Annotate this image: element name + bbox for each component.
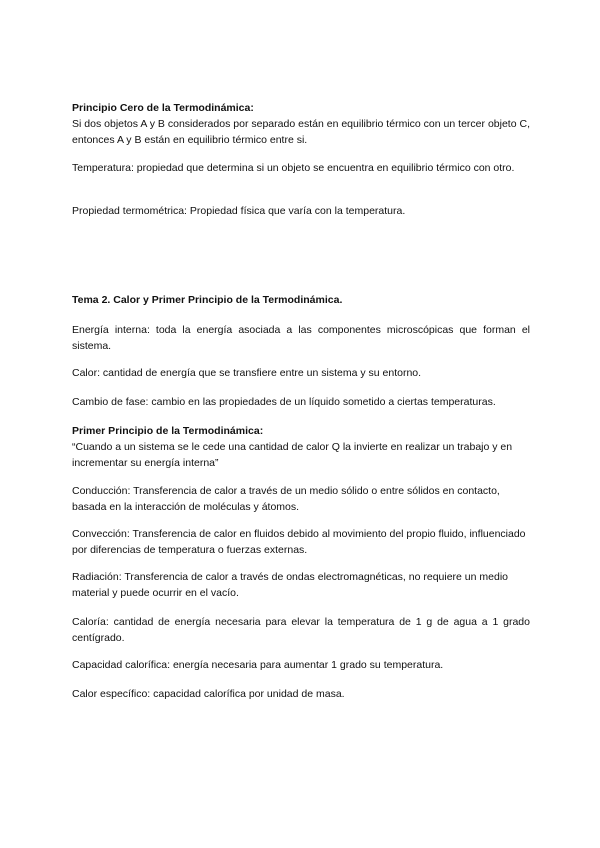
- section-principio-cero: [72, 100, 530, 148]
- section-title-tema-2: Tema 2. Calor y Primer Principio de la Termodinámica.: [72, 294, 343, 306]
- paragraph-calor-especifico: Calor específico: capacidad calorífica por unidad de masa.: [72, 688, 345, 700]
- paragraph-radiacion: Radiación: Transferencia de calor a través de ondas electromagnéticas, no requiere un medio material y puede ocurrir en el vacío.: [72, 571, 509, 599]
- section-title-primer-principio: Primer Principio de la Termodinámica:: [72, 425, 264, 437]
- paragraph-conveccion: Convección: Transferencia de calor en fluidos debido al movimiento del propio fluido, influenciado por diferencias de temperatura o fuerzas externas.: [72, 528, 526, 556]
- paragraph-temperatura: Temperatura: propiedad que determina si un objeto se encuentra en equilibrio térmico con otro.: [72, 162, 515, 174]
- section-title-principio-cero: Principio Cero de la Termodinámica:: [72, 102, 254, 114]
- paragraph-capacidad-calorifica: Capacidad calorífica: energía necesaria para aumentar 1 grado su temperatura.: [72, 659, 444, 671]
- quote-primer-principio: “Cuando a un sistema se le cede una cantidad de calor Q la invierte en realizar un trabajo y en incrementar su energía interna”: [72, 441, 513, 469]
- paragraph-propiedad-termometrica: Propiedad termométrica: Propiedad física que varía con la temperatura.: [72, 205, 406, 217]
- paragraph-energia-interna: Energía interna: toda la energía asociada a las componentes microscópicas que forman el sistema.: [72, 324, 530, 352]
- section-primer-principio: [72, 423, 530, 471]
- paragraph-conduccion: Conducción: Transferencia de calor a través de un medio sólido o entre sólidos en contacto, basada en la interacción de moléculas y átomos.: [72, 485, 500, 513]
- paragraph-caloria: Caloría: cantidad de energía necesaria para elevar la temperatura de 1 g de agua a 1 grado centígrado.: [72, 616, 530, 644]
- paragraph-cambio-de-fase: Cambio de fase: cambio en las propiedades de un líquido sometido a ciertas temperaturas.: [72, 396, 496, 408]
- paragraph-equilibrio-termico: Si dos objetos A y B considerados por separado están en equilibrio térmico con un tercer objeto C, entonces A y B están en equilibrio térmico entre si.: [72, 118, 530, 146]
- paragraph-calor: Calor: cantidad de energía que se transfiere entre un sistema y su entorno.: [72, 367, 422, 379]
